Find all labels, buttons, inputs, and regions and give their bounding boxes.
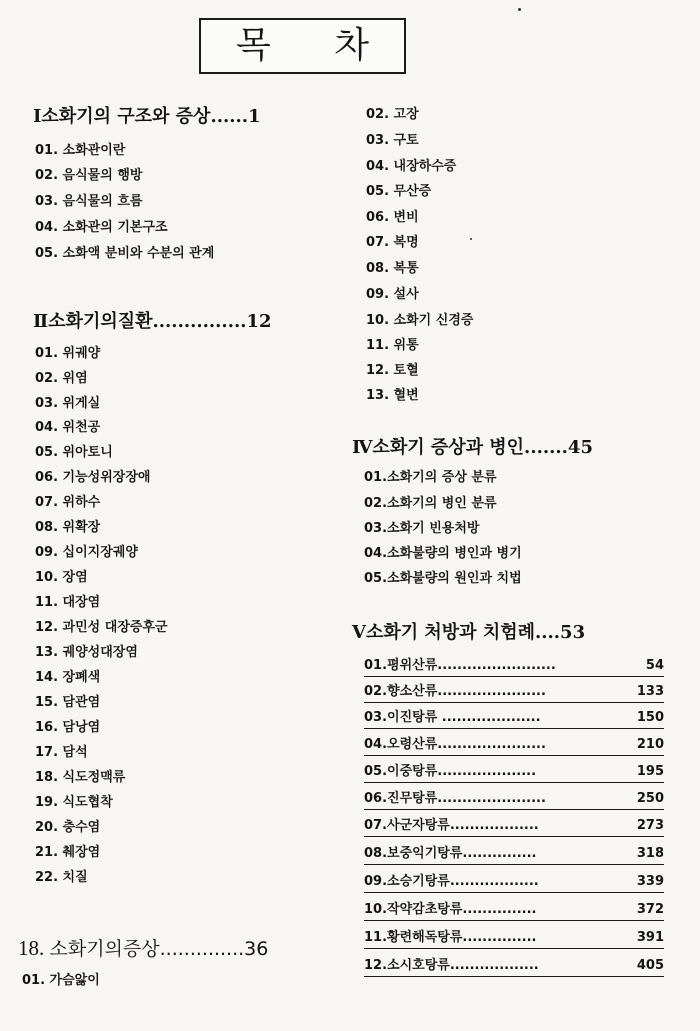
section-3-heading	[18, 934, 268, 961]
row-page: 405	[636, 958, 664, 973]
toc-title: 목 차	[236, 25, 395, 66]
list-item: 09. 십이지장궤양	[35, 545, 138, 560]
list-item: 01. 위궤양	[35, 346, 101, 361]
list-item: 15. 담관염	[35, 695, 101, 710]
ruled-row	[364, 731, 664, 756]
stray-speck	[470, 238, 472, 240]
list-item: 01. 가슴앓이	[22, 973, 100, 988]
list-item: 02. 위염	[35, 371, 88, 386]
list-item: 03. 구토	[366, 133, 419, 148]
list-item: 04. 소화관의 기본구조	[35, 220, 168, 235]
list-item: 01. 소화관이란	[35, 143, 126, 158]
list-item: 02. 음식물의 행방	[35, 168, 143, 183]
row-label: 08.보중익기탕류...............	[364, 846, 537, 861]
ruled-row	[364, 952, 664, 977]
row-page: 195	[636, 764, 664, 779]
row-page: 339	[636, 874, 664, 889]
list-item: 13. 궤양성대장염	[35, 645, 138, 660]
stray-speck	[518, 8, 521, 11]
list-item: 16. 담낭염	[35, 720, 101, 735]
row-label: 10.작약감초탕류...............	[364, 902, 537, 917]
toc-title-box	[199, 18, 406, 74]
list-item: 01.소화기의 증상 분류	[364, 470, 497, 485]
row-label: 04.오령산류......................	[364, 737, 546, 752]
ruled-row	[364, 758, 664, 783]
row-label: 12.소시호탕류..................	[364, 958, 539, 973]
row-label: 05.이중탕류....................	[364, 764, 537, 779]
ruled-row	[364, 840, 664, 865]
row-page: 318	[636, 846, 664, 861]
row-page: 250	[636, 791, 664, 806]
ruled-row	[364, 678, 664, 703]
section-1-heading: Ⅰ소화기의 구조와 증상......1	[33, 106, 261, 127]
list-item: 14. 장폐색	[35, 670, 101, 685]
list-item: 12. 토혈	[366, 363, 419, 378]
list-item: 02. 고장	[366, 107, 419, 122]
row-label: 02.향소산류......................	[364, 684, 546, 699]
ruled-row	[364, 704, 664, 729]
section-3-title: 소화기의증상..............36	[49, 938, 269, 960]
list-item: 07. 복명	[366, 235, 419, 250]
row-label: 09.소승기탕류..................	[364, 874, 539, 889]
list-item: 11. 위통	[366, 338, 419, 353]
list-item: 04. 위천공	[35, 420, 101, 435]
list-item: 05.소화불량의 원인과 치법	[364, 571, 522, 586]
ruled-row	[364, 652, 664, 677]
ruled-row	[364, 896, 664, 921]
list-item: 20. 충수염	[35, 820, 101, 835]
list-item: 06. 기능성위장장애	[35, 470, 151, 485]
ruled-row	[364, 812, 664, 837]
row-label: 03.이진탕류 ....................	[364, 710, 541, 725]
row-page: 391	[636, 930, 664, 945]
list-item: 03. 위게실	[35, 396, 101, 411]
row-label: 11.황련해독탕류...............	[364, 930, 537, 945]
list-item: 08. 복통	[366, 261, 419, 276]
section-3-number: 18.	[18, 936, 45, 960]
row-page: 273	[636, 818, 664, 833]
row-page: 150	[636, 710, 664, 725]
section-4-heading: Ⅳ소화기 증상과 병인.......45	[352, 437, 593, 458]
row-page: 54	[645, 658, 664, 673]
list-item: 05. 위아토니	[35, 445, 113, 460]
row-label: 06.진무탕류......................	[364, 791, 546, 806]
list-item: 10. 소화기 신경증	[366, 313, 474, 328]
row-page: 372	[636, 902, 664, 917]
list-item: 06. 변비	[366, 210, 419, 225]
list-item: 09. 설사	[366, 287, 419, 302]
list-item: 10. 장염	[35, 570, 88, 585]
ruled-row	[364, 924, 664, 949]
list-item: 12. 과민성 대장증후군	[35, 620, 168, 635]
list-item: 18. 식도정맥류	[35, 770, 126, 785]
list-item: 11. 대장염	[35, 595, 101, 610]
list-item: 05. 소화액 분비와 수분의 관계	[35, 246, 215, 261]
row-label: 07.사군자탕류..................	[364, 818, 539, 833]
list-item: 08. 위확장	[35, 520, 101, 535]
section-5-heading: Ⅴ소화기 처방과 치험례....53	[352, 622, 586, 643]
list-item: 03. 음식물의 흐름	[35, 194, 143, 209]
list-item: 22. 치질	[35, 870, 88, 885]
list-item: 17. 담석	[35, 745, 88, 760]
row-page: 210	[636, 737, 664, 752]
list-item: 04.소화불량의 병인과 병기	[364, 546, 522, 561]
list-item: 21. 췌장염	[35, 845, 101, 860]
list-item: 07. 위하수	[35, 495, 101, 510]
list-item: 13. 혈변	[366, 388, 419, 403]
row-page: 133	[636, 684, 664, 699]
section-2-heading: Ⅱ소화기의질환...............12	[33, 311, 272, 332]
list-item: 19. 식도협착	[35, 795, 113, 810]
ruled-row	[364, 868, 664, 893]
ruled-row	[364, 785, 664, 810]
list-item: 04. 내장하수증	[366, 159, 457, 174]
list-item: 02.소화기의 병인 분류	[364, 496, 497, 511]
list-item: 05. 무산증	[366, 184, 432, 199]
list-item: 03.소화기 빈용처방	[364, 521, 480, 536]
row-label: 01.평위산류........................	[364, 658, 556, 673]
